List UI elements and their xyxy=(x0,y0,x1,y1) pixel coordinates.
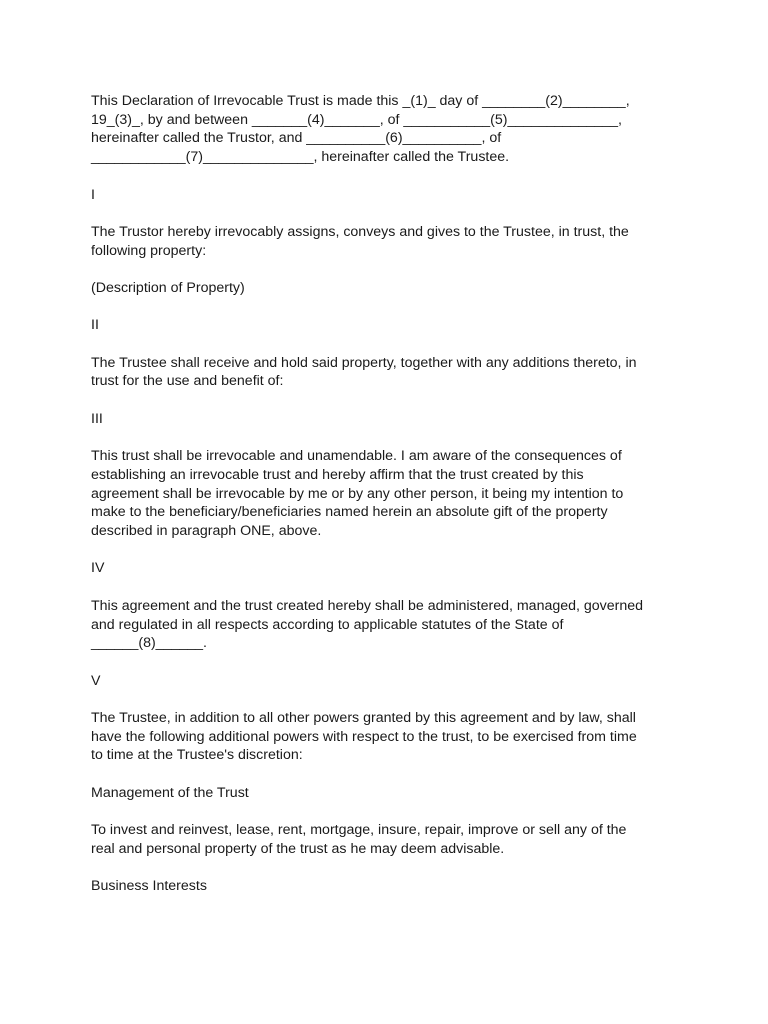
body-line: establishing an irrevocable trust and hereby affirm that the trust created by this xyxy=(91,466,584,483)
body-line: This agreement and the trust created hereby shall be administered, managed, governed xyxy=(91,597,644,614)
management-of-trust-body xyxy=(91,821,708,858)
body-line: to time at the Trustee's discretion: xyxy=(91,747,303,764)
body-line: and regulated in all respects according to applicable statutes of the State of xyxy=(91,616,564,633)
section-2-heading: II xyxy=(91,317,99,334)
section-4-heading: IV xyxy=(91,560,105,577)
body-line: The Trustee, in addition to all other powers granted by this agreement and by law, shall xyxy=(91,710,636,727)
section-1-heading: I xyxy=(91,186,95,203)
body-line: agreement shall be irrevocable by me or by any other person, it being my intention to xyxy=(91,485,624,502)
section-4-body xyxy=(91,597,708,653)
intro-line: hereinafter called the Trustor, and __________(6)__________, of xyxy=(91,130,502,147)
body-line: make to the beneficiary/beneficiaries named herein an absolute gift of the property xyxy=(91,504,608,521)
section-5-body xyxy=(91,709,708,765)
body-line: trust for the use and benefit of: xyxy=(91,373,284,390)
business-interests-heading: Business Interests xyxy=(91,878,207,895)
section-3-heading: III xyxy=(91,410,103,427)
body-line: ______(8)______. xyxy=(91,635,207,652)
section-3-body xyxy=(91,447,708,541)
body-line: This trust shall be irrevocable and unamendable. I am aware of the consequences of xyxy=(91,448,622,465)
intro-line: This Declaration of Irrevocable Trust is made this _(1)_ day of ________(2)________, xyxy=(91,93,630,109)
body-line: following property: xyxy=(91,242,207,259)
property-description-placeholder: (Description of Property) xyxy=(91,279,245,296)
body-line: real and personal property of the trust as he may deem advisable. xyxy=(91,840,505,857)
body-line: The Trustor hereby irrevocably assigns, conveys and gives to the Trustee, in trust, the xyxy=(91,223,629,240)
body-line: To invest and reinvest, lease, rent, mortgage, insure, repair, improve or sell any of the xyxy=(91,822,627,839)
management-of-trust-heading: Management of the Trust xyxy=(91,784,249,801)
intro-line: 19_(3)_, by and between _______(4)_______, of ___________(5)______________, xyxy=(91,111,622,128)
body-line: have the following additional powers with respect to the trust, to be exercised from time xyxy=(91,728,637,745)
section-2-body xyxy=(91,354,708,391)
section-5-heading: V xyxy=(91,672,101,689)
intro-paragraph xyxy=(91,92,708,167)
section-1-body xyxy=(91,223,708,260)
body-line: The Trustee shall receive and hold said property, together with any additions thereto, in xyxy=(91,354,637,371)
body-line: described in paragraph ONE, above. xyxy=(91,523,322,540)
intro-line: ____________(7)______________, hereinafter called the Trustee. xyxy=(91,149,510,166)
